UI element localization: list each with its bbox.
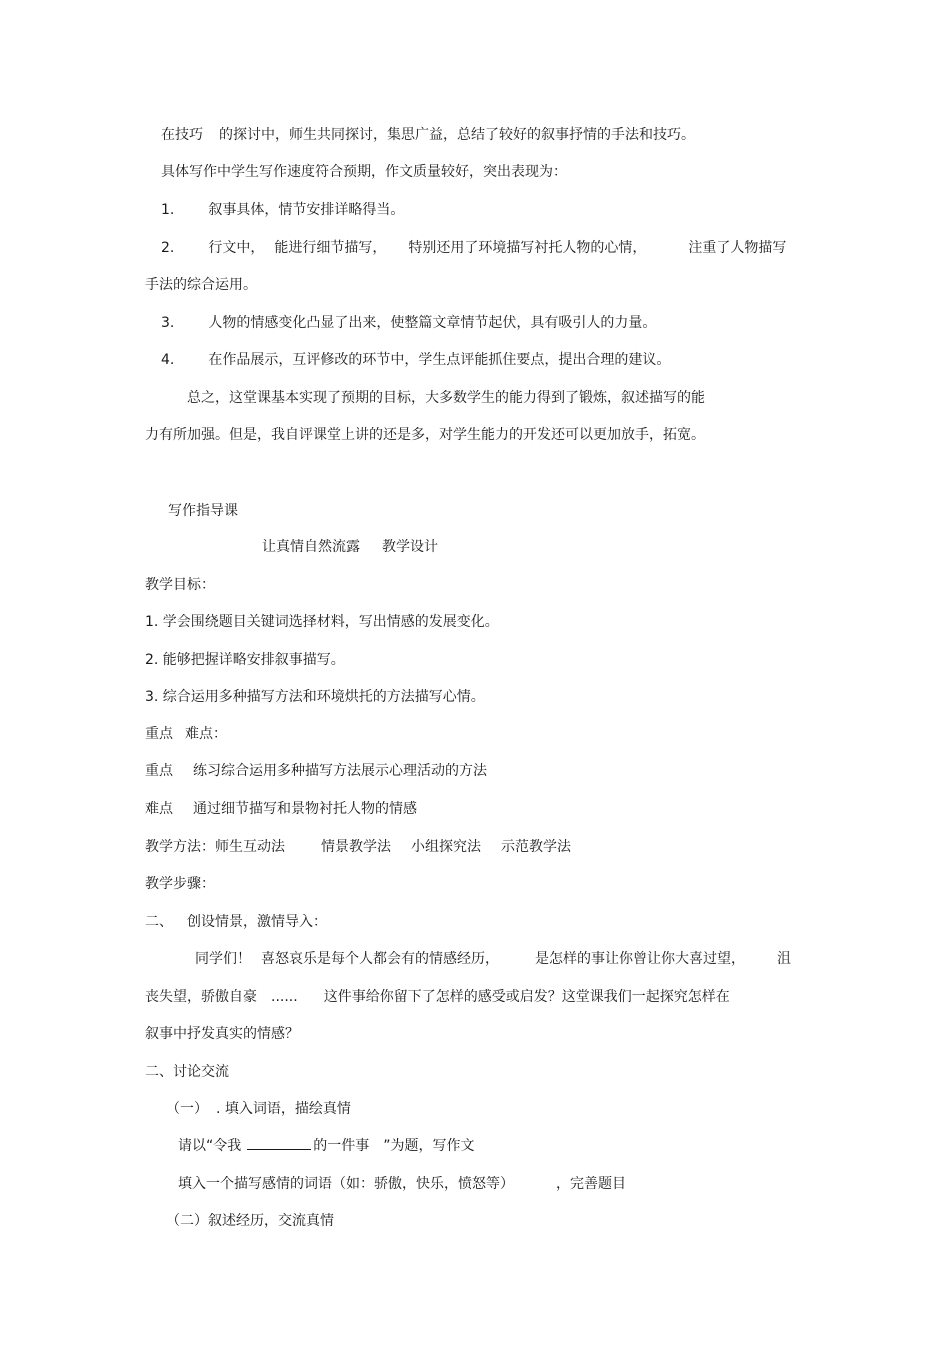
sub-step-number: （一） [166, 1101, 208, 1117]
title-main: 让真情自然流露 [262, 539, 360, 555]
p1-part-b: 的探讨中，师生共同探讨，集思广益，总结了较好的叙事抒情的手法和技巧。 [219, 127, 695, 143]
item-text-b: 能进行细节描写， [274, 240, 387, 256]
reflection-item-2-continuation: 手法的综合运用。 [145, 277, 257, 293]
p1-part-a: 在技巧 [161, 127, 203, 143]
reflection-item-1 [161, 201, 404, 219]
reflection-item-3 [161, 314, 656, 332]
difficulty-label: 难点： [185, 726, 227, 742]
item-text: 在作品展示，互评修改的环节中，学生点评能抓住要点，提出合理的建议。 [208, 352, 671, 368]
item-number: 4. [161, 352, 175, 368]
difficulty [145, 800, 417, 818]
intro-ellipsis: ...... [271, 989, 298, 1005]
sub-step-1 [166, 1100, 351, 1118]
intro-line-2 [145, 988, 730, 1006]
key-point-label: 重点 [145, 763, 173, 779]
task-part: 的一件事 [313, 1138, 370, 1154]
key-point-text: 练习综合运用多种描写方法展示心理活动的方法 [193, 763, 487, 779]
objective-1: 1. 学会围绕题目关键词选择材料，写出情感的发展变化。 [145, 614, 499, 630]
item-text: 叙事具体，情节安排详略得当。 [208, 202, 405, 218]
title-suffix: 教学设计 [382, 539, 438, 555]
item-text-a: 行文中， [208, 240, 265, 256]
key-difficulty-label [145, 725, 227, 743]
task-part: 请以“令我 [178, 1138, 242, 1154]
intro-part: 喜怒哀乐是每个人都会有的情感经历， [261, 951, 499, 967]
reflection-item-2 [161, 239, 786, 257]
step-number: 二、 [145, 914, 173, 930]
intro-line-1 [195, 950, 791, 968]
reflection-paragraph-2: 具体写作中学生写作速度符合预期，作文质量较好，突出表现为： [161, 164, 567, 180]
intro-part: 丧失望，骄傲自豪 [145, 989, 257, 1005]
item-text-c: 特别还用了环境描写衬托人物的心情， [408, 240, 647, 256]
item-text-d: 注重了人物描写 [688, 240, 787, 256]
method-item: 小组探究法 [411, 839, 481, 855]
fill-instruction [178, 1175, 626, 1193]
design-title [262, 538, 438, 556]
method-item: 示范教学法 [501, 839, 571, 855]
methods-label: 教学方法： [145, 839, 215, 855]
teaching-methods [145, 838, 571, 856]
item-number: 3. [161, 315, 175, 331]
step-1-heading [145, 913, 327, 931]
intro-part: 同学们！ [195, 951, 251, 967]
intro-part: 是怎样的事让你曾让你大喜过望， [535, 951, 745, 967]
key-point [145, 762, 487, 780]
task-prompt [178, 1137, 475, 1155]
intro-part: 沮 [777, 951, 791, 967]
fill-part: 填入一个描写感情的词语（如：骄傲，快乐，愤怒等） [178, 1176, 514, 1192]
difficulty-point-label: 难点 [145, 801, 173, 817]
key-label: 重点 [145, 726, 173, 742]
fill-in-blank [247, 1137, 311, 1150]
intro-part: 这件事给你留下了怎样的感受或启发？这堂课我们一起探究怎样在 [323, 989, 730, 1005]
course-type: 写作指导课 [168, 503, 238, 519]
sub-step-2: （二）叙述经历，交流真情 [166, 1213, 334, 1229]
objectives-label: 教学目标： [145, 577, 215, 593]
difficulty-text: 通过细节描写和景物衬托人物的情感 [193, 801, 417, 817]
step-title: 创设情景，激情导入： [187, 914, 327, 930]
objective-3: 3. 综合运用多种描写方法和环境烘托的方法描写心情。 [145, 689, 485, 705]
method-item: 情景教学法 [321, 839, 391, 855]
fill-part: ，完善题目 [556, 1176, 626, 1192]
steps-label: 教学步骤： [145, 876, 215, 892]
summary-line-1: 总之，这堂课基本实现了预期的目标，大多数学生的能力得到了锻炼，叙述描写的能 [187, 390, 705, 406]
objective-2: 2. 能够把握详略安排叙事描写。 [145, 652, 345, 668]
sub-step-title: . 填入词语，描绘真情 [216, 1101, 351, 1117]
intro-line-3: 叙事中抒发真实的情感？ [145, 1026, 299, 1042]
method-item: 师生互动法 [215, 839, 285, 855]
step-2-heading: 二、讨论交流 [145, 1064, 229, 1080]
task-part: ”为题，写作文 [383, 1138, 475, 1154]
item-text: 人物的情感变化凸显了出来，使整篇文章情节起伏，具有吸引人的力量。 [208, 315, 657, 331]
reflection-paragraph-1 [161, 126, 695, 144]
reflection-item-4 [161, 351, 670, 369]
item-number: 1. [161, 202, 175, 218]
item-number: 2. [161, 240, 175, 256]
summary-line-2: 力有所加强。但是，我自评课堂上讲的还是多，对学生能力的开发还可以更加放手，拓宽。 [145, 427, 705, 443]
